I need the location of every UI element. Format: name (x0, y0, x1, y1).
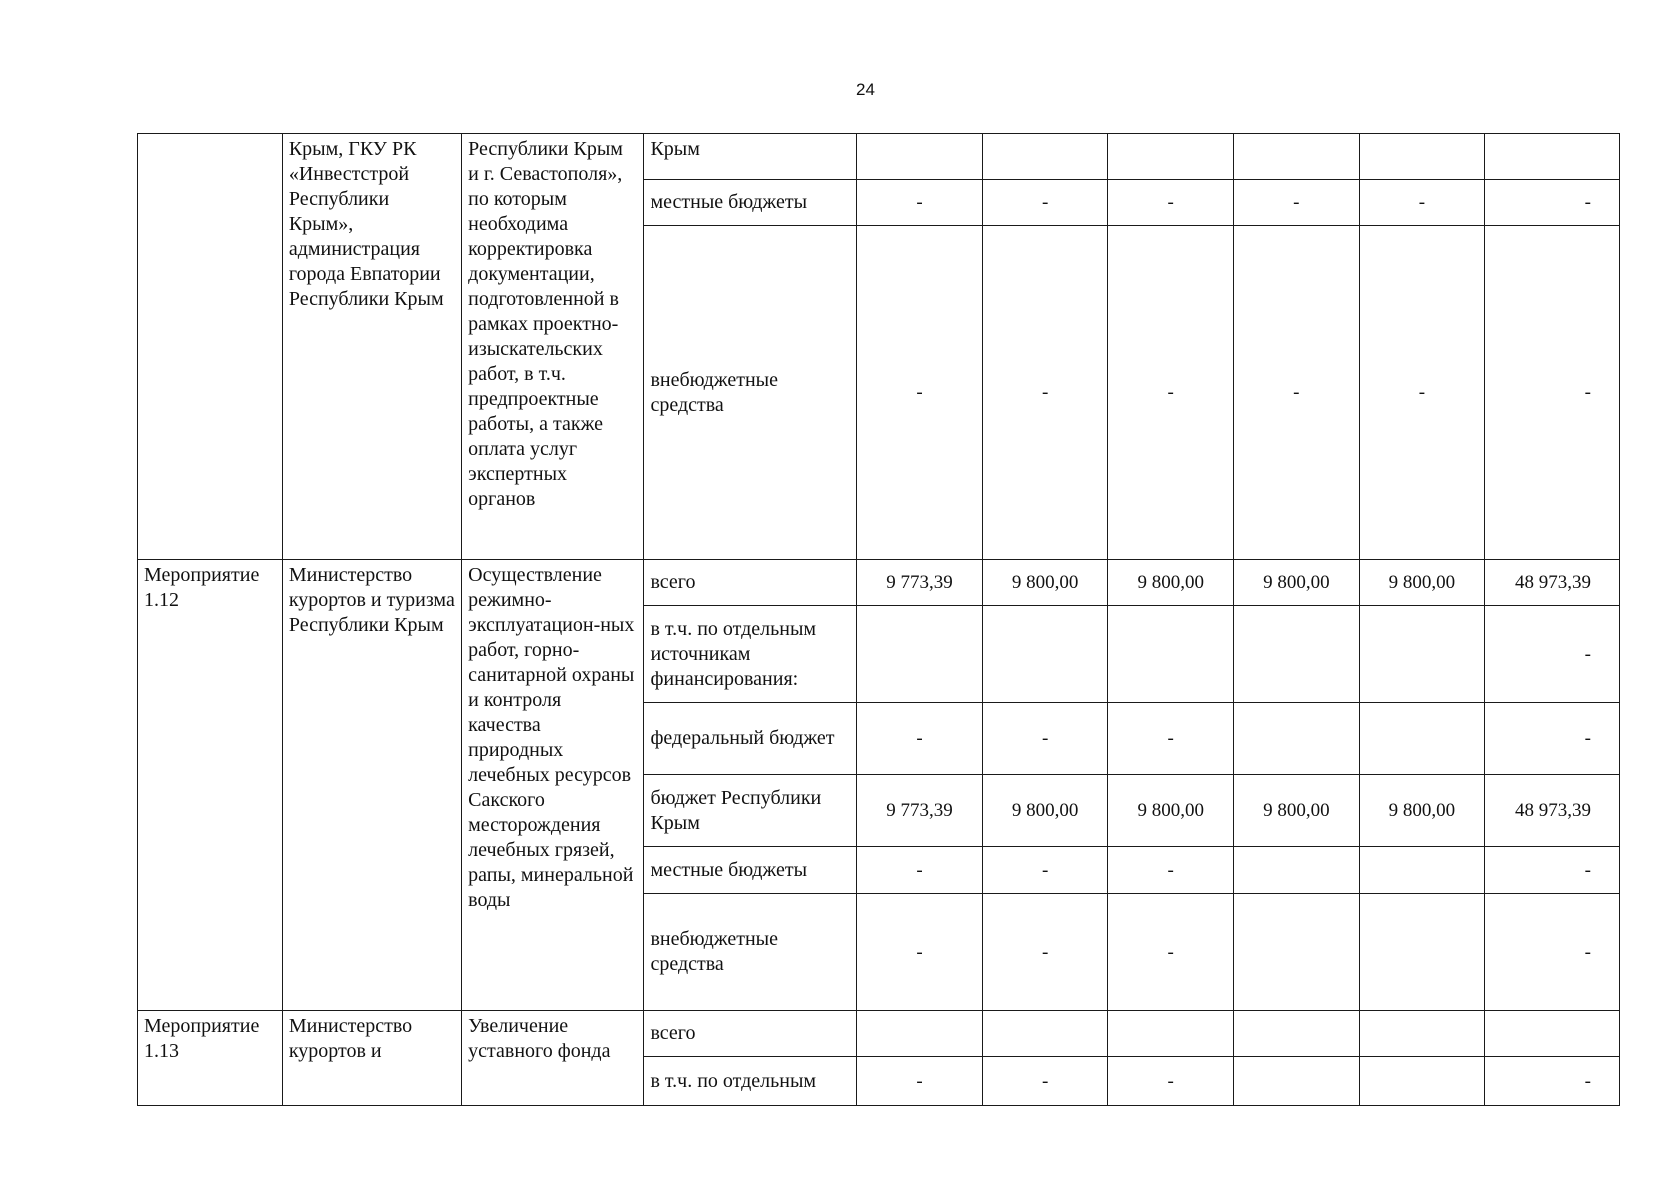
description-cell: Осуществление режимно-эксплуатацион-ных работ, горно-санитарной охраны и контроля качества природных лечебных ресурсов Сакского месторождения лечебных грязей, рапы, минеральной воды (462, 560, 644, 1011)
value-cell (982, 606, 1108, 703)
value-cell (1234, 1057, 1360, 1106)
value-cell: - (982, 180, 1108, 226)
value-cell: 9 800,00 (1234, 775, 1360, 847)
value-cell (1234, 606, 1360, 703)
value-cell: 9 773,39 (857, 560, 983, 606)
value-cell: 9 800,00 (1359, 775, 1485, 847)
value-cell: 9 800,00 (1108, 775, 1234, 847)
total-cell: - (1485, 894, 1620, 1011)
value-cell: 9 800,00 (1234, 560, 1360, 606)
value-cell: - (1234, 226, 1360, 560)
source-label: в т.ч. по отдельным источникам финансирования: (644, 606, 857, 703)
value-cell: - (857, 1057, 983, 1106)
value-cell: - (1108, 180, 1234, 226)
value-cell (857, 134, 983, 180)
source-label: федеральный бюджет (644, 703, 857, 775)
budget-table (137, 133, 1620, 1106)
total-cell: - (1485, 226, 1620, 560)
value-cell (982, 1011, 1108, 1057)
value-cell (1359, 134, 1485, 180)
event-name-cell: Мероприятие 1.12 (138, 560, 283, 1011)
event-name-cell (138, 134, 283, 560)
value-cell: - (1108, 847, 1234, 894)
value-cell: - (1359, 180, 1485, 226)
page-number: 24 (856, 80, 875, 99)
value-cell: - (857, 180, 983, 226)
value-cell: - (1108, 226, 1234, 560)
value-cell: - (982, 226, 1108, 560)
value-cell (1234, 134, 1360, 180)
table-row (138, 1011, 1620, 1057)
value-cell (1234, 1011, 1360, 1057)
value-cell: - (857, 226, 983, 560)
source-label: внебюджетные средства (644, 226, 857, 560)
value-cell (982, 134, 1108, 180)
value-cell: - (1359, 226, 1485, 560)
executor-cell: Министерство курортов и туризма Республики Крым (282, 560, 461, 1011)
value-cell: 9 800,00 (1359, 560, 1485, 606)
source-label: бюджет Республики Крым (644, 775, 857, 847)
value-cell: - (982, 703, 1108, 775)
total-cell (1485, 1011, 1620, 1057)
value-cell (1359, 1011, 1485, 1057)
value-cell: 9 800,00 (1108, 560, 1234, 606)
executor-cell: Крым, ГКУ РК «Инвестстрой Республики Крым», администрация города Евпатории Республики Крым (282, 134, 461, 560)
table-row (138, 560, 1620, 606)
source-label: местные бюджеты (644, 847, 857, 894)
description-cell: Увеличение уставного фонда (462, 1011, 644, 1106)
value-cell: - (857, 894, 983, 1011)
total-cell (1485, 134, 1620, 180)
value-cell (857, 1011, 983, 1057)
value-cell (1359, 1057, 1485, 1106)
value-cell: - (1108, 1057, 1234, 1106)
value-cell (857, 606, 983, 703)
source-label: Крым (644, 134, 857, 180)
value-cell: - (1234, 180, 1360, 226)
value-cell (1108, 606, 1234, 703)
value-cell: - (1108, 703, 1234, 775)
source-label: в т.ч. по отдельным (644, 1057, 857, 1106)
value-cell: - (1108, 894, 1234, 1011)
value-cell (1234, 894, 1360, 1011)
source-label: местные бюджеты (644, 180, 857, 226)
value-cell (1234, 703, 1360, 775)
total-cell: - (1485, 703, 1620, 775)
total-cell: - (1485, 606, 1620, 703)
description-cell: Республики Крым и г. Севастополя», по которым необходима корректировка документации, подготовленной в рамках проектно-изыскательских работ, в т.ч. предпроектные работы, а также оплата услуг экспертных органов (462, 134, 644, 560)
total-cell: 48 973,39 (1485, 560, 1620, 606)
value-cell (1359, 606, 1485, 703)
table-row (138, 134, 1620, 180)
source-label: всего (644, 1011, 857, 1057)
value-cell: 9 800,00 (982, 775, 1108, 847)
value-cell (1108, 1011, 1234, 1057)
value-cell: - (857, 703, 983, 775)
value-cell: - (982, 894, 1108, 1011)
event-name-cell: Мероприятие 1.13 (138, 1011, 283, 1106)
total-cell: - (1485, 180, 1620, 226)
value-cell (1359, 847, 1485, 894)
source-label: всего (644, 560, 857, 606)
value-cell: - (857, 847, 983, 894)
value-cell (1359, 894, 1485, 1011)
value-cell: 9 800,00 (982, 560, 1108, 606)
source-label: внебюджетные средства (644, 894, 857, 1011)
executor-cell: Министерство курортов и (282, 1011, 461, 1106)
value-cell: - (982, 1057, 1108, 1106)
total-cell: - (1485, 1057, 1620, 1106)
value-cell (1108, 134, 1234, 180)
value-cell (1359, 703, 1485, 775)
total-cell: 48 973,39 (1485, 775, 1620, 847)
value-cell: - (982, 847, 1108, 894)
value-cell: 9 773,39 (857, 775, 983, 847)
total-cell: - (1485, 847, 1620, 894)
value-cell (1234, 847, 1360, 894)
